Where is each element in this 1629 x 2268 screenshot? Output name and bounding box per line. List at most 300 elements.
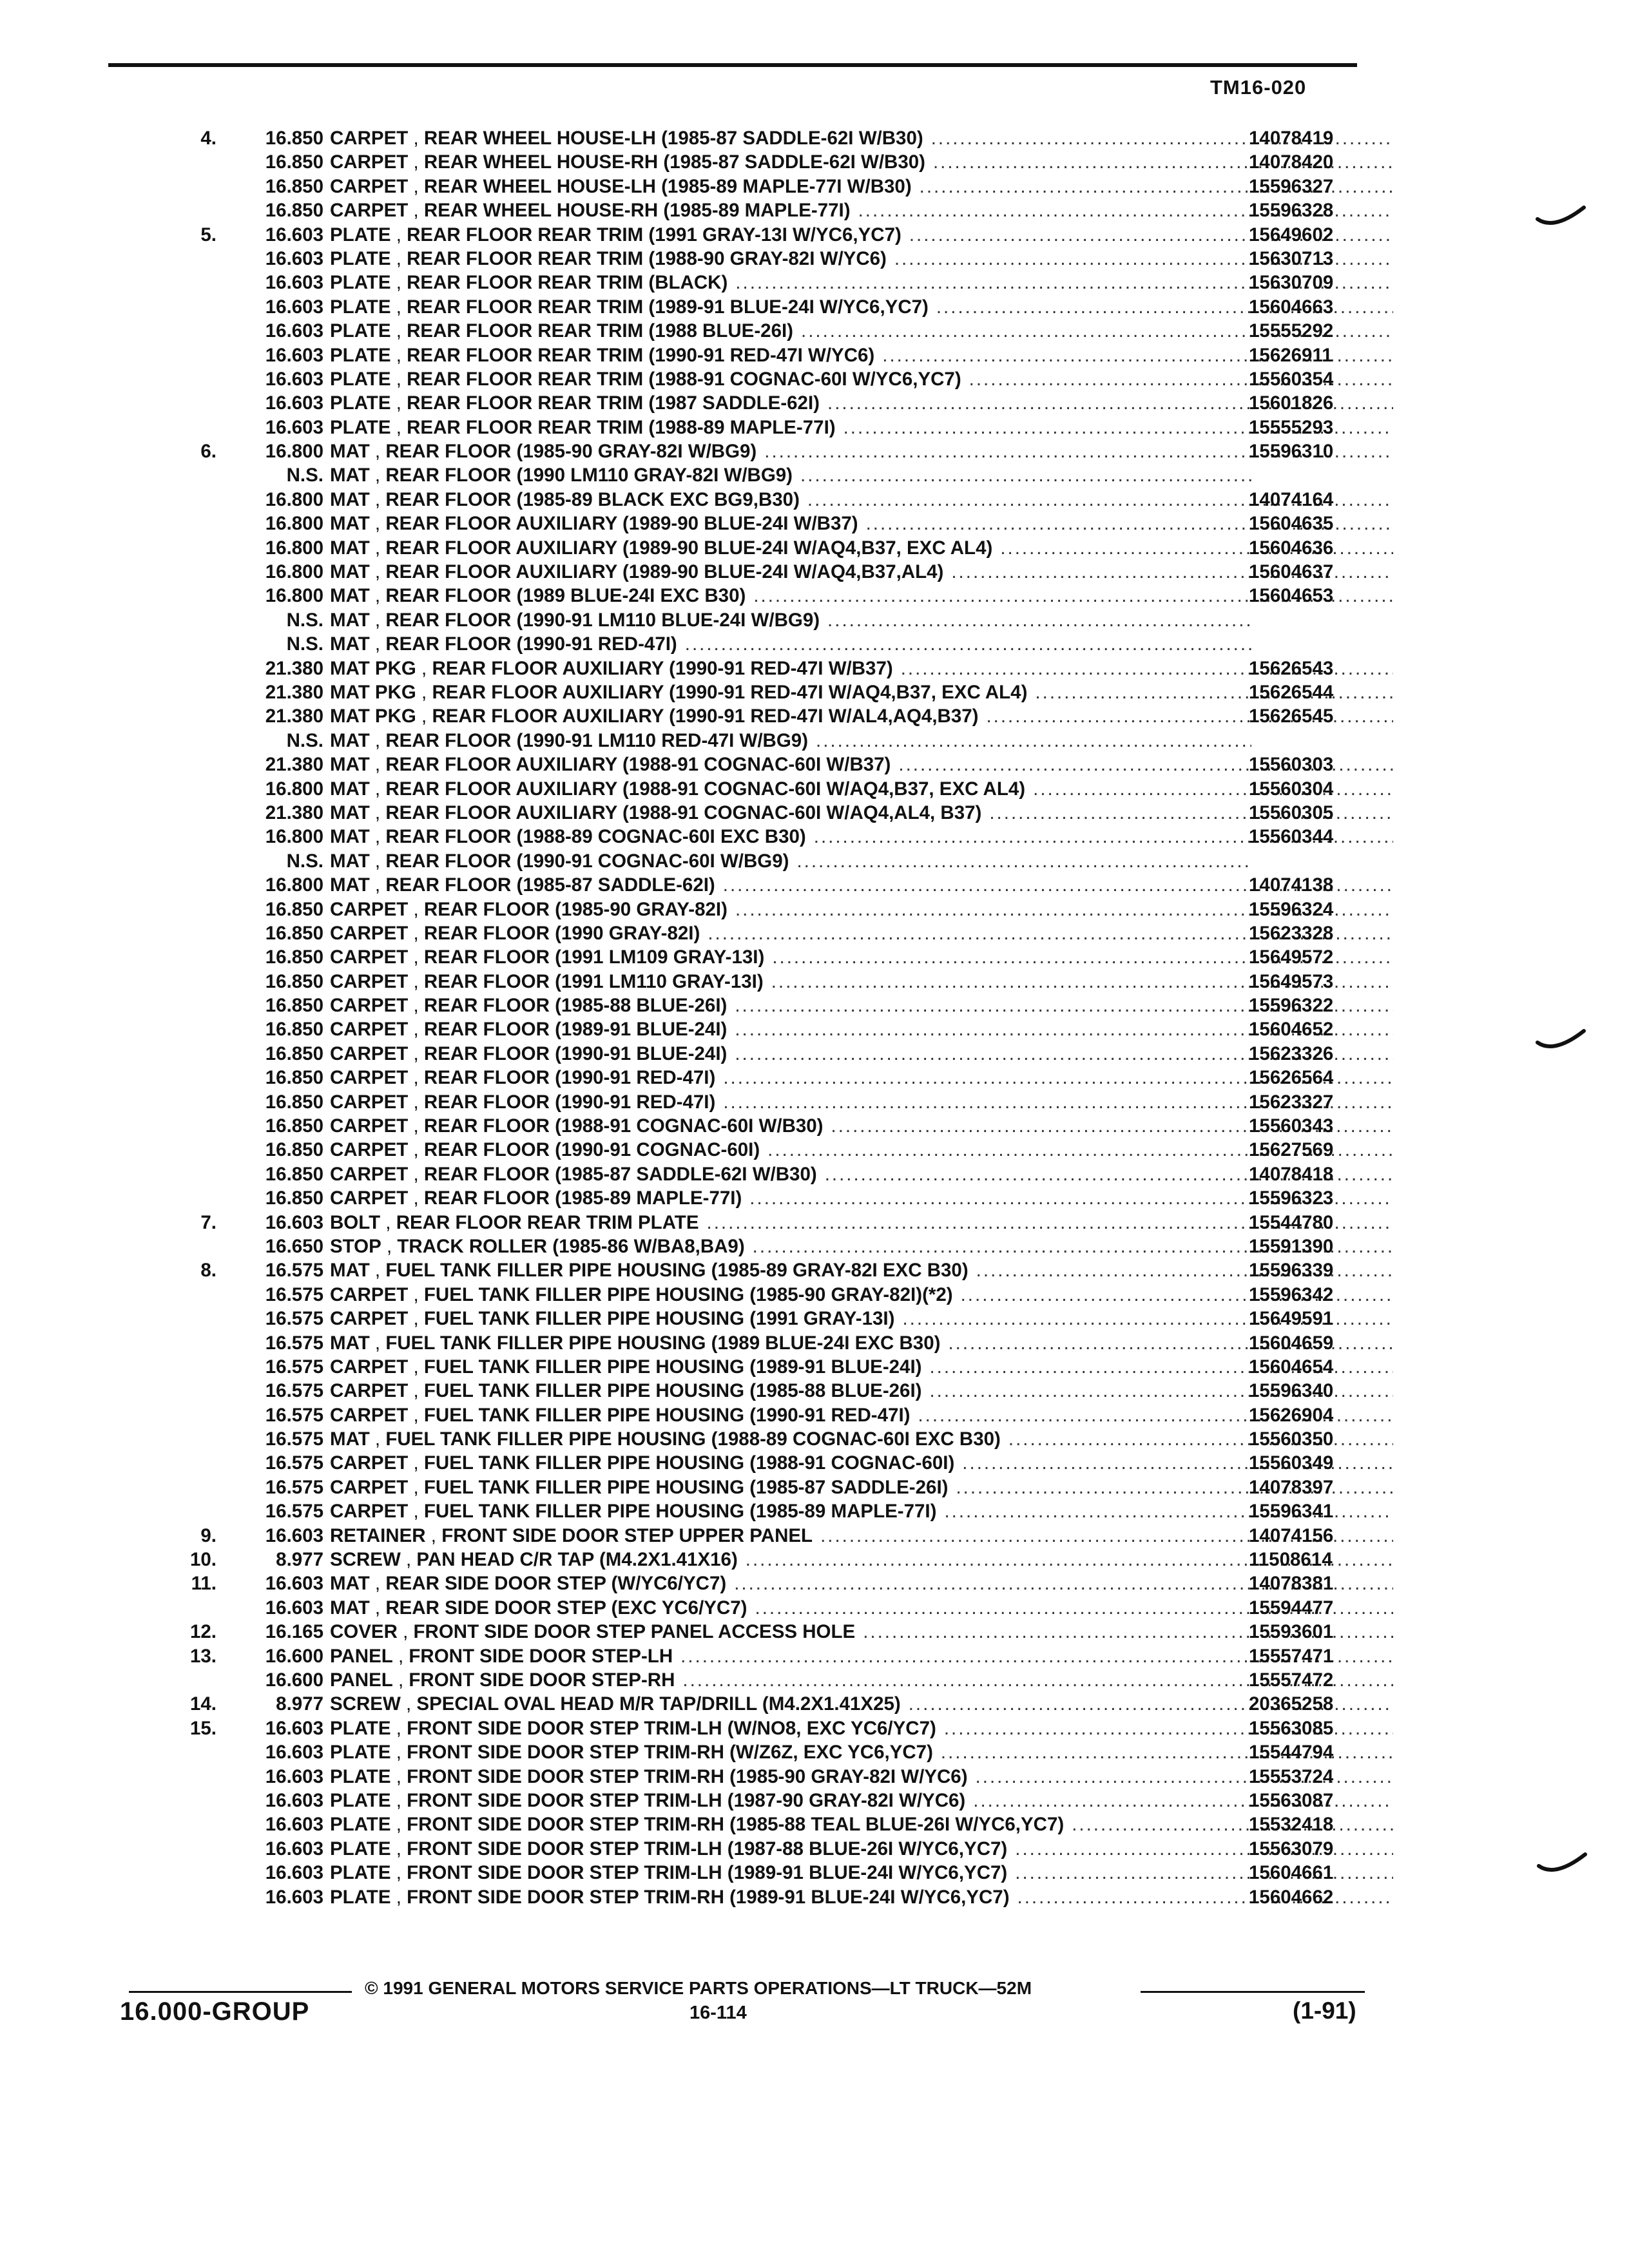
part-number: 15604662 (1249, 1886, 1334, 1908)
part-number: 15604636 (1249, 537, 1334, 559)
part-noun: PLATE (330, 1838, 391, 1860)
part-description: BOLT , REAR FLOOR REAR TRIM PLATE ..... (330, 1211, 1400, 1235)
part-spec: REAR FLOOR (1989 BLUE-24I EXC B30) (385, 585, 746, 607)
part-description: MAT , REAR FLOOR AUXILIARY (1988-91 COGNAC-60I W/AQ4,AL4, B37) ..... (330, 801, 1400, 825)
part-noun: PANEL (330, 1645, 393, 1667)
part-description: MAT , FUEL TANK FILLER PIPE HOUSING (1988-89 COGNAC-60I EXC B30) ..... (330, 1427, 1400, 1451)
parts-row (168, 1403, 1392, 1427)
part-description: MAT , REAR FLOOR AUXILIARY (1988-91 COGNAC-60I W/AQ4,B37, EXC AL4) ..... (330, 777, 1400, 801)
part-spec: REAR FLOOR (1990-91 LM110 RED-47I W/BG9) (385, 729, 809, 751)
part-number: 15544780 (1249, 1211, 1334, 1233)
document-id: TM16-020 (1210, 76, 1307, 99)
part-spec: REAR FLOOR REAR TRIM PLATE (396, 1211, 699, 1233)
part-spec: FRONT SIDE DOOR STEP TRIM-RH (1985-88 TEAL BLUE-26I W/YC6,YC7) (407, 1814, 1065, 1836)
part-number: 15560343 (1249, 1115, 1334, 1137)
part-noun: CARPET (330, 1283, 409, 1305)
part-noun: CARPET (330, 128, 409, 149)
part-spec: REAR FLOOR (1985-88 BLUE-26I) (423, 995, 728, 1017)
part-spec: REAR FLOOR (1990-91 RED-47I) (385, 633, 677, 655)
part-noun: CARPET (330, 1404, 409, 1426)
part-spec: REAR FLOOR (1990 LM110 GRAY-82I W/BG9) (385, 465, 793, 486)
part-number: 15627569 (1249, 1139, 1334, 1161)
part-spec: FUEL TANK FILLER PIPE HOUSING (1988-91 COGNAC-60I) (423, 1452, 955, 1474)
parts-row (168, 1475, 1392, 1499)
part-description: MAT , REAR FLOOR (1989 BLUE-24I EXC B30) ..... (330, 584, 1400, 608)
group-number: 16.575 (265, 1260, 323, 1282)
parts-row (168, 1765, 1392, 1789)
part-noun: PLATE (330, 1814, 391, 1836)
part-spec: TRACK ROLLER (1985-86 W/BA8,BA9) (397, 1235, 745, 1257)
group-number: 16.603 (265, 1742, 323, 1763)
part-number: 15563079 (1249, 1838, 1334, 1860)
part-description: PLATE , REAR FLOOR REAR TRIM (1991 GRAY-13I W/YC6,YC7) ..... (330, 223, 1400, 247)
group-number: 16.850 (265, 995, 323, 1017)
parts-row (168, 753, 1392, 776)
group-number: 16.603 (265, 296, 323, 318)
group-number: 16.800 (265, 561, 323, 583)
part-number: 15604663 (1249, 296, 1334, 318)
parts-row (168, 921, 1392, 945)
part-noun: SCREW (330, 1693, 401, 1715)
part-description: MAT , REAR FLOOR AUXILIARY (1988-91 COGNAC-60I W/B37) ..... (330, 753, 1400, 776)
part-noun: CARPET (330, 1356, 409, 1378)
footer-revision-date: (1-91) (1293, 1997, 1356, 2024)
group-number: 8.977 (276, 1549, 323, 1571)
group-number: 16.850 (265, 1115, 323, 1137)
parts-row (168, 994, 1392, 1017)
part-description: CARPET , REAR FLOOR (1990 GRAY-82I) ..... (330, 921, 1400, 945)
part-noun: CARPET (330, 200, 409, 222)
part-description: CARPET , REAR FLOOR (1989-91 BLUE-24I) ..... (330, 1017, 1400, 1041)
part-noun: PLATE (330, 1765, 391, 1787)
part-spec: REAR FLOOR (1985-87 SADDLE-62I W/B30) (423, 1163, 817, 1185)
part-noun: PLATE (330, 1742, 391, 1763)
part-number: 15596342 (1249, 1283, 1334, 1305)
part-description: PLATE , FRONT SIDE DOOR STEP TRIM-RH (1985-90 GRAY-82I W/YC6) ..... (330, 1765, 1400, 1789)
group-number: 16.603 (265, 1789, 323, 1811)
item-ref-number: 14. (189, 1693, 217, 1715)
part-description: CARPET , REAR FLOOR (1990-91 BLUE-24I) ..... (330, 1042, 1400, 1066)
part-number: 15649602 (1249, 224, 1334, 245)
part-noun: CARPET (330, 995, 409, 1017)
part-spec: FUEL TANK FILLER PIPE HOUSING (1985-90 GRAY-82I)(*2) (423, 1283, 953, 1305)
parts-row (168, 1114, 1392, 1138)
part-number: 15604652 (1249, 1019, 1334, 1041)
parts-row (168, 1861, 1392, 1885)
group-number: 16.600 (265, 1645, 323, 1667)
part-description: CARPET , REAR FLOOR (1985-90 GRAY-82I) ..... (330, 898, 1400, 921)
group-number: 16.603 (265, 1211, 323, 1233)
part-spec: REAR FLOOR AUXILIARY (1989-90 BLUE-24I W/AQ4,B37,AL4) (385, 561, 944, 583)
part-spec: REAR FLOOR (1990 GRAY-82I) (423, 922, 700, 944)
part-spec: REAR FLOOR (1991 LM109 GRAY-13I) (423, 947, 765, 968)
part-spec: REAR FLOOR (1985-90 GRAY-82I) (423, 898, 728, 920)
margin-check-mark (1536, 1852, 1588, 1884)
item-ref-number: 13. (189, 1645, 217, 1667)
parts-row (168, 1211, 1392, 1235)
part-noun: CARPET (330, 1067, 409, 1089)
parts-row (168, 343, 1392, 367)
dot-leader (827, 608, 1251, 632)
part-number: 15604653 (1249, 585, 1334, 607)
parts-row (168, 1789, 1392, 1812)
part-description: PLATE , FRONT SIDE DOOR STEP TRIM-LH (W/NO8, EXC YC6/YC7) ..... (330, 1716, 1400, 1740)
part-noun: CARPET (330, 1452, 409, 1474)
part-number: 15626543 (1249, 657, 1334, 679)
part-spec: FRONT SIDE DOOR STEP-LH (409, 1645, 673, 1667)
parts-row (168, 945, 1392, 969)
part-description: MAT , REAR FLOOR (1985-87 SADDLE-62I) ..... (330, 873, 1400, 897)
part-number: 15563085 (1249, 1717, 1334, 1739)
part-description: MAT , REAR FLOOR (1990 LM110 GRAY-82I W/BG9) ..... (330, 463, 1400, 487)
parts-row (168, 295, 1392, 319)
part-noun: MAT (330, 729, 370, 751)
item-ref-number: 15. (189, 1717, 217, 1739)
part-description: CARPET , REAR FLOOR (1990-91 COGNAC-60I) ..... (330, 1138, 1400, 1162)
group-number: 16.600 (265, 1669, 323, 1691)
group-number: 16.850 (265, 922, 323, 944)
part-spec: FRONT SIDE DOOR STEP PANEL ACCESS HOLE (413, 1621, 856, 1643)
part-description: MAT , REAR SIDE DOOR STEP (EXC YC6/YC7) ..... (330, 1596, 1400, 1620)
part-spec: FUEL TANK FILLER PIPE HOUSING (1985-89 GRAY-82I EXC B30) (385, 1260, 969, 1282)
part-noun: MAT (330, 465, 370, 486)
part-number: 15594477 (1249, 1597, 1334, 1619)
parts-row (168, 801, 1392, 825)
part-number: 14078419 (1249, 128, 1334, 149)
part-noun: CARPET (330, 922, 409, 944)
part-noun: CARPET (330, 1187, 409, 1209)
part-noun: PLATE (330, 224, 391, 245)
parts-row (168, 416, 1392, 439)
part-number: 14078420 (1249, 151, 1334, 173)
part-description: PLATE , FRONT SIDE DOOR STEP TRIM-LH (1987-88 BLUE-26I W/YC6,YC7) ..... (330, 1837, 1400, 1861)
part-number: 15596310 (1249, 441, 1334, 463)
group-number: 16.603 (265, 344, 323, 366)
part-spec: REAR FLOOR (1989-91 BLUE-24I) (423, 1019, 728, 1041)
part-description: PLATE , REAR FLOOR REAR TRIM (1987 SADDLE-62I) ..... (330, 391, 1400, 415)
part-spec: FUEL TANK FILLER PIPE HOUSING (1985-88 BLUE-26I) (423, 1380, 922, 1402)
parts-row (168, 1355, 1392, 1379)
parts-row (168, 873, 1392, 897)
part-noun: MAT PKG (330, 706, 416, 727)
part-spec: REAR FLOOR (1985-89 BLACK EXC BG9,B30) (385, 488, 800, 510)
part-description: PLATE , REAR FLOOR REAR TRIM (BLACK) ..... (330, 271, 1400, 294)
part-number: 15557471 (1249, 1645, 1334, 1667)
part-noun: MAT (330, 537, 370, 559)
part-spec: FUEL TANK FILLER PIPE HOUSING (1989-91 BLUE-24I) (423, 1356, 922, 1378)
parts-row (168, 126, 1392, 150)
part-spec: REAR FLOOR AUXILIARY (1989-90 BLUE-24I W/AQ4,B37, EXC AL4) (385, 537, 993, 559)
part-description: PLATE , REAR FLOOR REAR TRIM (1988-89 MAPLE-77I) ..... (330, 416, 1400, 439)
dot-leader (685, 632, 1251, 656)
footer-group-label: 16.000-GROUP (120, 1997, 310, 2026)
part-description: MAT PKG , REAR FLOOR AUXILIARY (1990-91 RED-47I W/AQ4,B37, EXC AL4) ..... (330, 680, 1400, 704)
part-description: PLATE , FRONT SIDE DOOR STEP TRIM-RH (1989-91 BLUE-24I W/YC6,YC7) ..... (330, 1885, 1400, 1909)
group-number: 21.380 (265, 802, 323, 823)
part-description: PLATE , REAR FLOOR REAR TRIM (1988-90 GRAY-82I W/YC6) ..... (330, 247, 1400, 271)
group-number: 16.850 (265, 898, 323, 920)
part-spec: REAR FLOOR (1985-89 MAPLE-77I) (423, 1187, 742, 1209)
group-number: N.S. (286, 465, 323, 486)
dot-leader (800, 463, 1251, 487)
part-description: PLATE , FRONT SIDE DOOR STEP TRIM-RH (1985-88 TEAL BLUE-26I W/YC6,YC7) ..... (330, 1812, 1400, 1836)
item-ref-number: 12. (189, 1621, 217, 1643)
parts-row (168, 463, 1392, 487)
item-ref-number: 8. (200, 1260, 217, 1282)
part-spec: FRONT SIDE DOOR STEP TRIM-LH (1989-91 BLUE-24I W/YC6,YC7) (407, 1862, 1008, 1884)
part-noun: CARPET (330, 1380, 409, 1402)
part-spec: FRONT SIDE DOOR STEP TRIM-LH (1987-88 BLUE-26I W/YC6,YC7) (407, 1838, 1008, 1860)
part-noun: PLATE (330, 1717, 391, 1739)
part-number: 15560304 (1249, 778, 1334, 800)
part-spec: REAR FLOOR (1990-91 RED-47I) (423, 1091, 716, 1113)
parts-row (168, 1307, 1392, 1331)
part-number: 15596328 (1249, 200, 1334, 222)
group-number: 16.603 (265, 1862, 323, 1884)
part-description: PLATE , REAR FLOOR REAR TRIM (1990-91 RED-47I W/YC6) ..... (330, 343, 1400, 367)
item-ref-number: 9. (200, 1524, 217, 1546)
part-noun: CARPET (330, 1019, 409, 1041)
group-number: 16.603 (265, 1886, 323, 1908)
parts-row (168, 1548, 1392, 1571)
parts-row (168, 777, 1392, 801)
part-description: RETAINER , FRONT SIDE DOOR STEP UPPER PANEL ..... (330, 1524, 1400, 1548)
part-noun: MAT (330, 1332, 370, 1354)
part-number: 15557472 (1249, 1669, 1334, 1691)
parts-row (168, 970, 1392, 994)
group-number: 16.800 (265, 826, 323, 848)
parts-row (168, 247, 1392, 271)
parts-row (168, 1042, 1392, 1066)
part-spec: REAR WHEEL HOUSE-LH (1985-87 SADDLE-62I W/B30) (423, 128, 923, 149)
part-spec: FRONT SIDE DOOR STEP UPPER PANEL (441, 1524, 813, 1546)
part-noun: CARPET (330, 970, 409, 992)
part-description: CARPET , REAR WHEEL HOUSE-LH (1985-87 SADDLE-62I W/B30) ..... (330, 126, 1400, 150)
part-number: 15604654 (1249, 1356, 1334, 1378)
part-noun: COVER (330, 1621, 398, 1643)
part-number: 14078397 (1249, 1476, 1334, 1498)
item-ref-number: 7. (200, 1211, 217, 1233)
item-ref-number: 4. (200, 128, 217, 149)
part-noun: MAT PKG (330, 657, 416, 679)
parts-row (168, 729, 1392, 753)
part-spec: REAR FLOOR REAR TRIM (1990-91 RED-47I W/YC6) (407, 344, 875, 366)
part-spec: REAR FLOOR AUXILIARY (1990-91 RED-47I W/AL4,AQ4,B37) (432, 706, 979, 727)
part-description: CARPET , REAR FLOOR (1991 LM110 GRAY-13I) ..... (330, 970, 1400, 994)
parts-row (168, 1571, 1392, 1595)
part-description: MAT , REAR FLOOR (1985-90 GRAY-82I W/BG9) ..... (330, 439, 1400, 463)
part-noun: MAT (330, 802, 370, 823)
part-description: CARPET , REAR FLOOR (1985-87 SADDLE-62I W/B30) ..... (330, 1162, 1400, 1186)
part-number: 15623326 (1249, 1043, 1334, 1064)
part-noun: PLATE (330, 344, 391, 366)
part-number: 15626544 (1249, 681, 1334, 703)
part-description: MAT , REAR FLOOR (1988-89 COGNAC-60I EXC B30) ..... (330, 825, 1400, 849)
part-description: MAT , REAR SIDE DOOR STEP (W/YC6/YC7) ..... (330, 1571, 1400, 1595)
part-description: MAT , REAR FLOOR (1990-91 LM110 BLUE-24I W/BG9) ..... (330, 608, 1400, 632)
group-number: 16.850 (265, 1139, 323, 1161)
parts-row (168, 1837, 1392, 1861)
part-noun: MAT (330, 633, 370, 655)
parts-row (168, 657, 1392, 680)
part-noun: MAT PKG (330, 681, 416, 703)
part-number: 15626904 (1249, 1404, 1334, 1426)
parts-row (168, 488, 1392, 512)
parts-row (168, 1451, 1392, 1475)
group-number: 16.850 (265, 1019, 323, 1041)
part-description: CARPET , FUEL TANK FILLER PIPE HOUSING (1990-91 RED-47I) ..... (330, 1403, 1400, 1427)
part-spec: FUEL TANK FILLER PIPE HOUSING (1985-87 SADDLE-26I) (423, 1476, 949, 1498)
part-noun: CARPET (330, 1139, 409, 1161)
part-description: PLATE , REAR FLOOR REAR TRIM (1988 BLUE-26I) ..... (330, 319, 1400, 343)
group-number: 16.603 (265, 1717, 323, 1739)
part-noun: PLATE (330, 320, 391, 342)
parts-row (168, 512, 1392, 535)
part-spec: FUEL TANK FILLER PIPE HOUSING (1985-89 MAPLE-77I) (423, 1501, 937, 1523)
part-noun: PLATE (330, 247, 391, 269)
part-number: 15649572 (1249, 947, 1334, 968)
part-noun: MAT (330, 874, 370, 896)
part-description: MAT , FUEL TANK FILLER PIPE HOUSING (1989 BLUE-24I EXC B30) ..... (330, 1331, 1400, 1355)
part-number: 15560349 (1249, 1452, 1334, 1474)
part-noun: PLATE (330, 272, 391, 294)
group-number: 16.850 (265, 1187, 323, 1209)
group-number: 16.850 (265, 1043, 323, 1064)
part-spec: REAR FLOOR REAR TRIM (1988 BLUE-26I) (407, 320, 794, 342)
group-number: 16.603 (265, 1597, 323, 1619)
part-number: 15560344 (1249, 826, 1334, 848)
part-noun: CARPET (330, 1308, 409, 1330)
group-number: N.S. (286, 729, 323, 751)
part-noun: CARPET (330, 151, 409, 173)
parts-row (168, 1235, 1392, 1258)
parts-row (168, 1812, 1392, 1836)
part-description: MAT , REAR FLOOR (1990-91 COGNAC-60I W/BG9) ..... (330, 849, 1400, 873)
parts-row (168, 560, 1392, 584)
parts-row (168, 1668, 1392, 1692)
part-spec: REAR FLOOR AUXILIARY (1989-90 BLUE-24I W/B37) (385, 513, 858, 535)
part-description: PLATE , FRONT SIDE DOOR STEP TRIM-LH (1989-91 BLUE-24I W/YC6,YC7) ..... (330, 1861, 1400, 1885)
parts-row (168, 536, 1392, 560)
group-number: 21.380 (265, 706, 323, 727)
group-number: 16.603 (265, 1573, 323, 1595)
parts-row (168, 1379, 1392, 1403)
parts-row (168, 198, 1392, 222)
parts-row (168, 367, 1392, 391)
part-number: 14078418 (1249, 1163, 1334, 1185)
group-number: 16.603 (265, 392, 323, 414)
group-number: 16.850 (265, 200, 323, 222)
item-ref-number: 5. (200, 224, 217, 245)
part-spec: FRONT SIDE DOOR STEP TRIM-LH (1987-90 GRAY-82I W/YC6) (407, 1789, 966, 1811)
part-noun: MAT (330, 488, 370, 510)
part-noun: CARPET (330, 898, 409, 920)
part-noun: RETAINER (330, 1524, 426, 1546)
group-number: 16.850 (265, 151, 323, 173)
group-number: 16.800 (265, 513, 323, 535)
part-number: 15555293 (1249, 416, 1334, 438)
part-description: CARPET , FUEL TANK FILLER PIPE HOUSING (1991 GRAY-13I) ..... (330, 1307, 1400, 1331)
group-number: 16.165 (265, 1621, 323, 1643)
group-number: 8.977 (276, 1693, 323, 1715)
part-description: CARPET , FUEL TANK FILLER PIPE HOUSING (1985-90 GRAY-82I)(*2) ..... (330, 1283, 1400, 1307)
part-spec: REAR FLOOR AUXILIARY (1990-91 RED-47I W/AQ4,B37, EXC AL4) (432, 681, 1028, 703)
part-number: 15601826 (1249, 392, 1334, 414)
part-spec: REAR FLOOR (1988-91 COGNAC-60I W/B30) (423, 1115, 824, 1137)
part-spec: SPECIAL OVAL HEAD M/R TAP/DRILL (M4.2X1.41X25) (416, 1693, 901, 1715)
parts-row (168, 608, 1392, 632)
parts-row (168, 1524, 1392, 1548)
part-number: 15596341 (1249, 1501, 1334, 1523)
part-description: CARPET , REAR FLOOR (1991 LM109 GRAY-13I) ..... (330, 945, 1400, 969)
parts-row (168, 175, 1392, 198)
part-spec: REAR FLOOR (1990-91 COGNAC-60I) (423, 1139, 760, 1161)
part-number: 20365258 (1249, 1693, 1334, 1715)
parts-row (168, 1427, 1392, 1451)
part-number: 15649573 (1249, 970, 1334, 992)
group-number: 16.575 (265, 1283, 323, 1305)
part-number: 15532418 (1249, 1814, 1334, 1836)
group-number: 16.603 (265, 1765, 323, 1787)
part-number: 15596322 (1249, 995, 1334, 1017)
part-description: STOP , TRACK ROLLER (1985-86 W/BA8,BA9) ..... (330, 1235, 1400, 1258)
group-number: 16.575 (265, 1476, 323, 1498)
part-noun: MAT (330, 754, 370, 776)
parts-row (168, 319, 1392, 343)
part-description: CARPET , REAR FLOOR (1985-88 BLUE-26I) ..... (330, 994, 1400, 1017)
parts-row (168, 1138, 1392, 1162)
parts-row (168, 1644, 1392, 1668)
footer-rule-left (129, 1991, 352, 1993)
footer-page-number: 16-114 (689, 2003, 747, 2023)
group-number: 21.380 (265, 681, 323, 703)
part-number: 15555292 (1249, 320, 1334, 342)
part-spec: PAN HEAD C/R TAP (M4.2X1.41X16) (416, 1549, 738, 1571)
parts-row (168, 1620, 1392, 1644)
part-description: MAT , REAR FLOOR (1990-91 RED-47I) ..... (330, 632, 1400, 656)
group-number: 16.850 (265, 970, 323, 992)
part-description: COVER , FRONT SIDE DOOR STEP PANEL ACCESS HOLE ..... (330, 1620, 1400, 1644)
parts-row (168, 1186, 1392, 1210)
part-number: 15593601 (1249, 1621, 1334, 1643)
part-spec: FRONT SIDE DOOR STEP-RH (409, 1669, 675, 1691)
part-number: 15553724 (1249, 1765, 1334, 1787)
part-spec: REAR FLOOR REAR TRIM (1987 SADDLE-62I) (407, 392, 820, 414)
part-spec: FRONT SIDE DOOR STEP TRIM-LH (W/NO8, EXC YC6/YC7) (407, 1717, 936, 1739)
part-noun: PLATE (330, 1886, 391, 1908)
group-number: N.S. (286, 609, 323, 631)
part-description: PLATE , REAR FLOOR REAR TRIM (1988-91 COGNAC-60I W/YC6,YC7) ..... (330, 367, 1400, 391)
part-number: 14074138 (1249, 874, 1334, 896)
part-number: 15544794 (1249, 1742, 1334, 1763)
part-spec: FRONT SIDE DOOR STEP TRIM-RH (W/Z6Z, EXC YC6,YC7) (407, 1742, 933, 1763)
part-spec: REAR WHEEL HOUSE-LH (1985-89 MAPLE-77I W/B30) (423, 175, 912, 197)
part-description: MAT PKG , REAR FLOOR AUXILIARY (1990-91 RED-47I W/B37) ..... (330, 657, 1400, 680)
part-number: 15604635 (1249, 513, 1334, 535)
part-spec: FUEL TANK FILLER PIPE HOUSING (1990-91 RED-47I) (423, 1404, 911, 1426)
part-number: 15623328 (1249, 922, 1334, 944)
parts-row (168, 825, 1392, 849)
part-noun: MAT (330, 513, 370, 535)
part-spec: REAR FLOOR REAR TRIM (BLACK) (407, 272, 728, 294)
part-noun: MAT (330, 1597, 370, 1619)
part-number: 15626564 (1249, 1067, 1334, 1089)
part-description: CARPET , REAR FLOOR (1985-89 MAPLE-77I) ..... (330, 1186, 1400, 1210)
part-spec: REAR SIDE DOOR STEP (W/YC6/YC7) (385, 1573, 727, 1595)
group-number: 16.603 (265, 224, 323, 245)
part-description: MAT , FUEL TANK FILLER PIPE HOUSING (1985-89 GRAY-82I EXC B30) ..... (330, 1258, 1400, 1282)
group-number: 16.575 (265, 1332, 323, 1354)
